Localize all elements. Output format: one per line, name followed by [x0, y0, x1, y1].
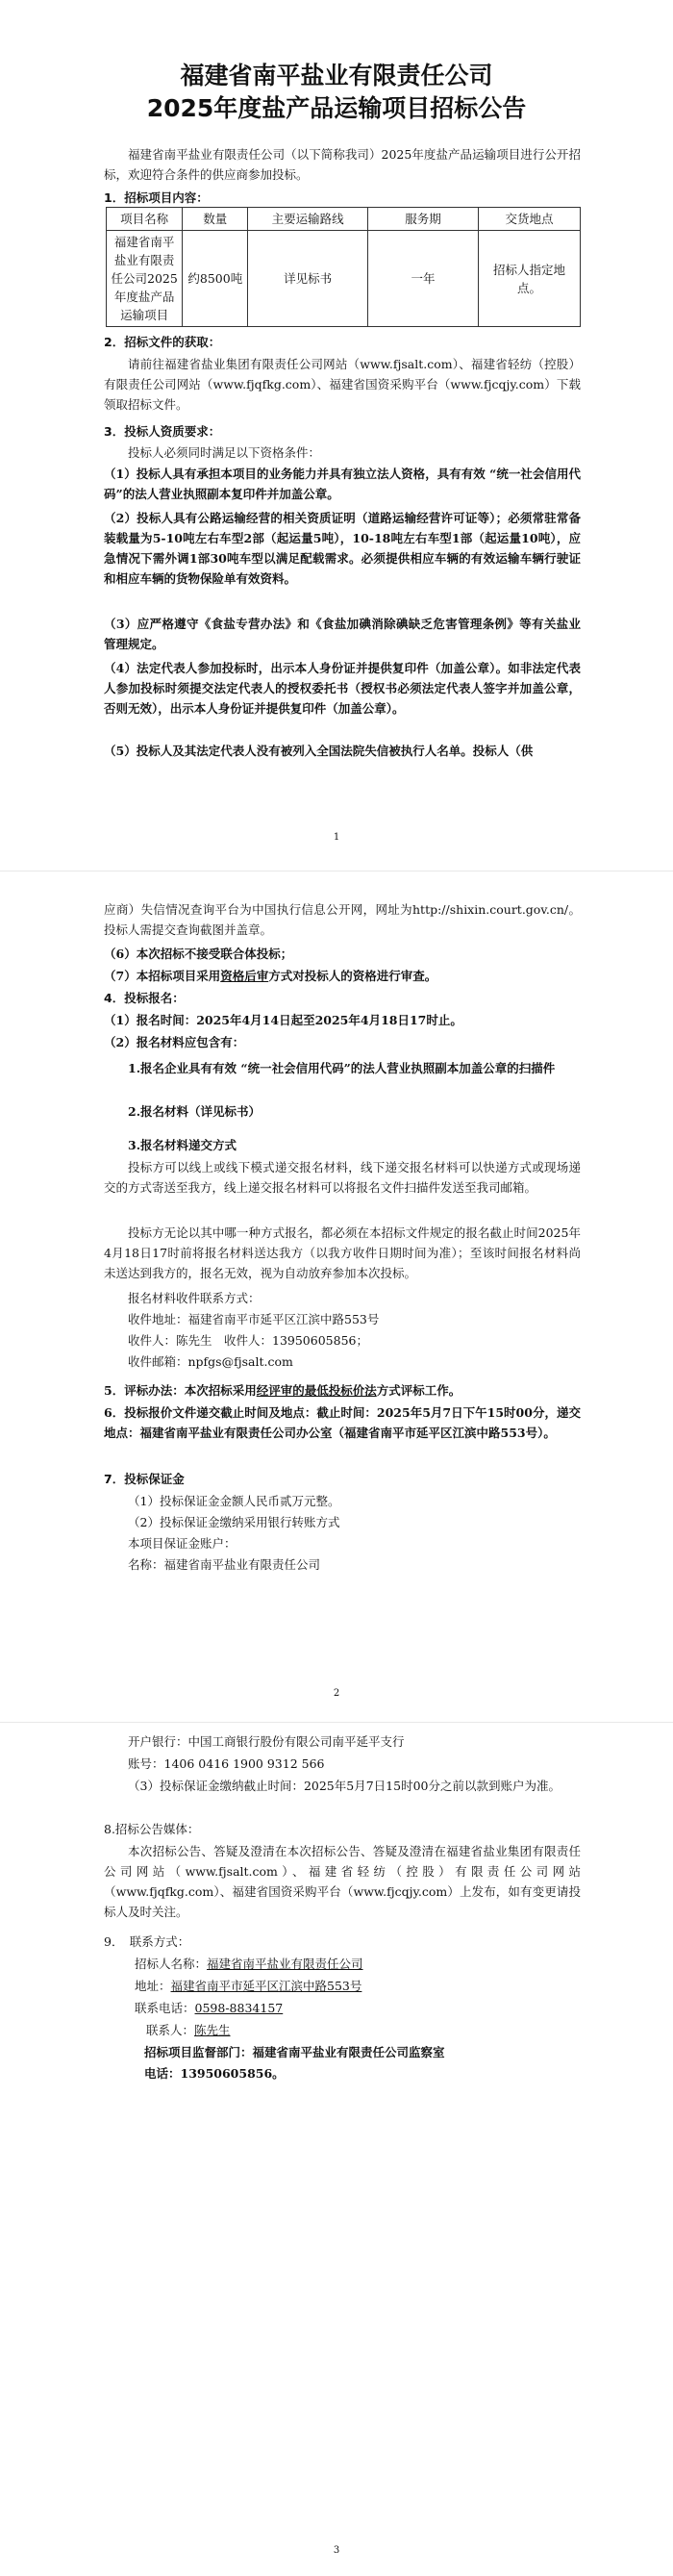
section-7-heading: 7．投标保证金: [104, 1472, 185, 1486]
account-number: 账号：1406 0416 1900 9312 566: [128, 1756, 325, 1771]
table-cell: 招标人指定地点。: [478, 231, 580, 327]
table-header-cell: 数量: [183, 208, 248, 231]
deposit-account-name: 名称：福建省南平盐业有限责任公司: [128, 1557, 321, 1572]
page-2: [0, 871, 673, 1722]
contact-name-value: 福建省南平盐业有限责任公司: [207, 1957, 363, 1971]
requirement-3: （3）应严格遵守《食盐专营办法》和《食盐加碘消除碘缺乏危害管理条例》等有关盐业管理规定。: [104, 617, 581, 651]
table-cell: 详见标书: [248, 231, 368, 327]
requirement-5-part-2: 应商）失信情况查询平台为中国执行信息公开网，网址为http://shixin.court.gov.cn/。投标人需提交查询截图并盖章。: [104, 902, 581, 937]
contact-name: [135, 1954, 577, 1974]
table-header-cell: 服务期: [367, 208, 478, 231]
requirement-2: （2）投标人具有公路运输经营的相关资质证明（道路运输经营许可证等）；必须常驻常备装载量为5-10吨左右车型2部（起运量5吨），10-18吨左右车型1部（起运量10吨），应急情况下需外调1部30吨车型以满足配载需求。必须提供相应车辆的有效运输车辆行驶证和相应车辆的货物保险单有效资料。: [104, 511, 581, 586]
requirement-7: [104, 966, 581, 986]
section-4-heading: 4．投标报名：: [104, 991, 185, 1005]
registration-item-1: 1.报名企业具有有效 “统一社会信用代码”的法人营业执照副本加盖公章的扫描件: [128, 1061, 556, 1075]
section-9-heading: 9． 联系方式：: [104, 1934, 190, 1949]
bank-name: 开户银行：中国工商银行股份有限公司南平延平支行: [128, 1734, 405, 1749]
section-3-intro: 投标人必须同时满足以下资格条件：: [128, 445, 321, 460]
table-cell: 福建省南平盐业有限责任公司2025年度盐产品运输项目: [107, 231, 183, 327]
table-cell: 约8500吨: [183, 231, 248, 327]
deposit-deadline: （3）投标保证金缴纳截止时间：2025年5月7日15时00分之前以款到账户为准。: [128, 1779, 561, 1793]
sec5-post: 方式评标工作。: [376, 1383, 461, 1398]
deposit-method: （2）投标保证金缴纳采用银行转账方式: [128, 1515, 340, 1529]
sec5-underlined: 经评审的最低投标价法: [256, 1383, 377, 1398]
page-number-3: 3: [333, 2545, 340, 2556]
contact-person: [146, 2020, 577, 2040]
requirement-6: （6）本次招标不接受联合体投标；: [104, 947, 293, 961]
contact-address-label: 地址：: [135, 1979, 171, 1993]
submission-paragraph-2: 投标方无论以其中哪一种方式报名，都必须在本招标文件规定的报名截止时间2025年4月18日17时前将报名材料送达我方（以我方收件日期时间为准）；至该时间报名材料尚未送达到我方的，报名无效，视为自动放弃参加本次投标。: [104, 1225, 581, 1280]
section-3-heading: 3．投标人资质要求：: [104, 424, 221, 439]
section-1-heading: 1．招标项目内容：: [104, 190, 209, 205]
receive-address: 收件地址：福建省南平市延平区江滨中路553号: [128, 1312, 380, 1326]
table-header-cell: 项目名称: [107, 208, 183, 231]
req7-pre: （7）本招标项目采用: [104, 969, 221, 983]
title-line-2: 2025年度盐产品运输项目招标公告: [146, 94, 527, 122]
contact-heading: 报名材料收件联系方式：: [128, 1291, 261, 1305]
supervision-department: 招标项目监督部门：福建省南平盐业有限责任公司监察室: [144, 2045, 445, 2059]
table-row: [107, 231, 581, 327]
contact-address: [135, 1976, 577, 1996]
page-number-1: 1: [333, 832, 340, 843]
table-header-cell: 交货地点: [478, 208, 580, 231]
project-table: [106, 207, 581, 327]
page-number-2: 2: [333, 1688, 340, 1699]
section-2-heading: 2．招标文件的获取：: [104, 335, 221, 349]
contact-tel-label: 联系电话：: [135, 2001, 195, 2015]
registration-materials: （2）报名材料应包含有：: [104, 1035, 245, 1049]
section-5: [104, 1380, 581, 1401]
table-header-cell: 主要运输路线: [248, 208, 368, 231]
deposit-amount: （1）投标保证金金额人民币贰万元整。: [128, 1494, 340, 1508]
contact-person-label: 联系人：: [146, 2023, 195, 2037]
registration-item-2: 2.报名材料（详见标书）: [128, 1104, 262, 1119]
table-cell: 一年: [367, 231, 478, 327]
contact-name-label: 招标人名称：: [135, 1957, 208, 1971]
section-6: 6．投标报价文件递交截止时间及地点：截止时间：2025年5月7日下午15时00分，递交地点：福建省南平盐业有限责任公司办公室（福建省南平市延平区江滨中路553号）。: [104, 1405, 581, 1440]
page-3: [0, 1722, 673, 2576]
receive-email: 收件邮箱：npfgs@fjsalt.com: [128, 1354, 293, 1369]
intro-paragraph: 福建省南平盐业有限责任公司（以下简称我司）2025年度盐产品运输项目进行公开招标，欢迎符合条件的供应商参加投标。: [104, 147, 581, 182]
submission-paragraph-1: 投标方可以线上或线下模式递交报名材料，线下递交报名材料可以快递方式或现场递交的方式寄送至我方，线上递交报名材料可以将报名文件扫描件发送至我司邮箱。: [104, 1160, 581, 1195]
sec5-pre: 5．评标办法：本次招标采用: [104, 1383, 257, 1398]
table-header-row: [107, 208, 581, 231]
registration-time: （1）报名时间：2025年4月14日起至2025年4月18日17时止。: [104, 1013, 462, 1027]
submission-heading: 3.报名材料递交方式: [128, 1138, 237, 1152]
requirement-1: （1）投标人具有承担本项目的业务能力并具有独立法人资格，具有有效 “统一社会信用代码”的法人营业执照副本复印件并加盖公章。: [104, 467, 581, 501]
req7-underlined: 资格后审: [220, 969, 269, 983]
requirement-5-part-1: （5）投标人及其法定代表人没有被列入全国法院失信被执行人名单。投标人（供: [104, 744, 534, 758]
title-line-1: 福建省南平盐业有限责任公司: [180, 62, 493, 89]
section-8-text: 本次招标公告、答疑及澄清在本次招标公告、答疑及澄清在福建省盐业集团有限责任公司网站（www.fjsalt.com）、福建省轻纺（控股）有限责任公司网站（www.fjqfkg.com）、福建省国资采购平台（www.fjcqjy.com）上发布，如有变更请投标人及时关注。: [104, 1844, 581, 1919]
page-1: [0, 0, 673, 871]
document-title: [0, 60, 673, 125]
requirement-4: （4）法定代表人参加投标时，出示本人身份证并提供复印件（加盖公章）。如非法定代表人参加投标时须提交法定代表人的授权委托书（授权书必须法定代表人签字并加盖公章，否则无效），出示本人身份证并提供复印件（加盖公章）。: [104, 661, 581, 716]
contact-tel: [135, 1998, 577, 2018]
receive-person: 收件人：陈先生 收件人：13950605856；: [128, 1333, 368, 1348]
contact-tel-value: 0598-8834157: [194, 2001, 284, 2015]
contact-person-value: 陈先生: [194, 2023, 231, 2037]
req7-post: 方式对投标人的资格进行审查。: [268, 969, 437, 983]
deposit-account-label: 本项目保证金账户：: [128, 1536, 237, 1551]
supervision-phone: 电话：13950605856。: [144, 2066, 285, 2081]
section-2-text: 请前往福建省盐业集团有限责任公司网站（www.fjsalt.com）、福建省轻纺（控股）有限责任公司网站（www.fjqfkg.com）、福建省国资采购平台（www.fjcqjy.com）下载领取招标文件。: [104, 357, 581, 412]
section-8-heading: 8.招标公告媒体：: [104, 1822, 200, 1836]
contact-address-value: 福建省南平市延平区江滨中路553号: [170, 1979, 362, 1993]
